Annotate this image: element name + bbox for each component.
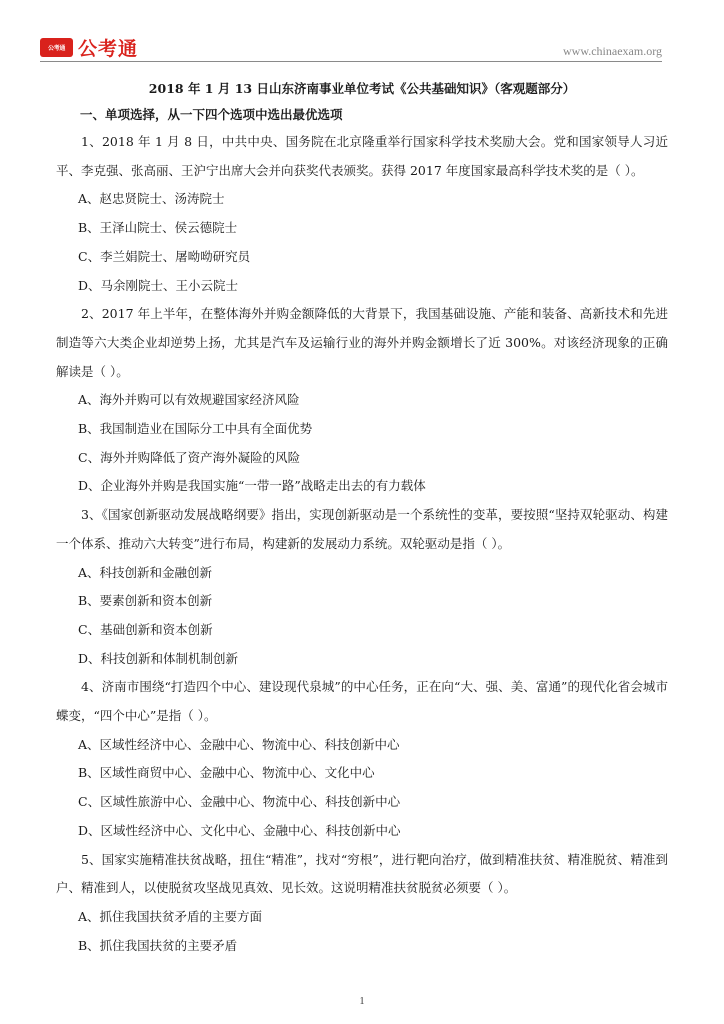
option-b: B、抓住我国扶贫的主要矛盾 bbox=[78, 937, 238, 953]
option-c: C、海外并购降低了资产海外凝险的风险 bbox=[78, 449, 301, 465]
question-5 bbox=[56, 846, 668, 961]
option-a: A、赵忠贤院士、汤涛院士 bbox=[78, 191, 225, 207]
option-b: B、我国制造业在国际分工中具有全面优势 bbox=[78, 421, 313, 437]
site-url: www.chinaexam.org bbox=[563, 44, 662, 58]
section-title: 一、单项选择，从一下四个选项中选出最优选项 bbox=[80, 107, 343, 122]
option-b: B、王泽山院士、侯云德院士 bbox=[78, 220, 238, 236]
document-title: 2018 年 1 月 13 日山东济南事业单位考试《公共基础知识》（客观题部分） bbox=[148, 81, 576, 96]
page-number: 1 bbox=[359, 996, 365, 1007]
option-b: B、区域性商贸中心、金融中心、物流中心、文化中心 bbox=[78, 765, 375, 781]
question-stem: 5、国家实施精准扶贫战略，扭住“精准”，找对“穷根”，进行靶向治疗，做到精准扶贫、精准脱贫、精准到户、精准到人，以使脱贫攻坚战见真效、见长效。这说明精准扶贫脱贫必须要（ ）。 bbox=[56, 851, 668, 896]
option-a: A、抓住我国扶贫矛盾的主要方面 bbox=[78, 908, 263, 924]
option-b: B、要素创新和资本创新 bbox=[78, 593, 213, 609]
question-stem: 2、2017 年上半年，在整体海外并购金额降低的大背景下，我国基础设施、产能和装备、高新技术和先进制造等六大类企业却逆势上扬，尤其是汽车及运输行业的海外并购金额增长了近 300%。对该经济现象的正确解读是（ ）。 bbox=[56, 306, 668, 379]
option-c: C、区域性旅游中心、金融中心、物流中心、科技创新中心 bbox=[78, 794, 401, 810]
question-2 bbox=[56, 300, 668, 501]
document-body bbox=[56, 76, 668, 960]
logo-badge-icon: 公考通 bbox=[40, 38, 73, 57]
brand-logo bbox=[40, 34, 138, 61]
question-stem: 3、《国家创新驱动发展战略纲要》指出，实现创新驱动是一个系统性的变革，要按照“坚持双轮驱动、构建一个体系、推动六大转变”进行布局，构建新的发展动力系统。双轮驱动是指（ ）。 bbox=[56, 507, 668, 551]
question-4 bbox=[56, 673, 668, 845]
question-stem: 4、济南市围绕“打造四个中心、建设现代泉城”的中心任务，正在向“大、强、美、富通”的现代化省会城市蝶变，“四个中心”是指（ ）。 bbox=[56, 679, 668, 724]
option-c: C、李兰娟院士、屠呦呦研究员 bbox=[78, 248, 251, 264]
option-a: A、科技创新和金融创新 bbox=[78, 564, 213, 580]
option-a: A、区域性经济中心、金融中心、物流中心、科技创新中心 bbox=[78, 736, 400, 752]
page-header bbox=[0, 0, 724, 70]
option-d: D、科技创新和体制机制创新 bbox=[78, 650, 239, 666]
option-d: D、区域性经济中心、文化中心、金融中心、科技创新中心 bbox=[78, 822, 401, 838]
option-d: D、马余刚院士、王小云院士 bbox=[78, 277, 239, 293]
header-divider bbox=[40, 61, 662, 62]
question-1 bbox=[56, 128, 668, 300]
option-c: C、基础创新和资本创新 bbox=[78, 621, 213, 637]
question-stem: 1、2018 年 1 月 8 日，中共中央、国务院在北京隆重举行国家科学技术奖励大会。党和国家领导人习近平、李克强、张高丽、王沪宁出席大会并向获奖代表颁奖。获得 2017 年度国家最高科学技术奖的是（ ）。 bbox=[56, 134, 668, 178]
option-a: A、海外并购可以有效规避国家经济风险 bbox=[78, 392, 300, 408]
option-d: D、企业海外并购是我国实施“一带一路”战略走出去的有力载体 bbox=[78, 478, 426, 494]
logo-text: 公考通 bbox=[78, 38, 139, 60]
question-3 bbox=[56, 501, 668, 673]
